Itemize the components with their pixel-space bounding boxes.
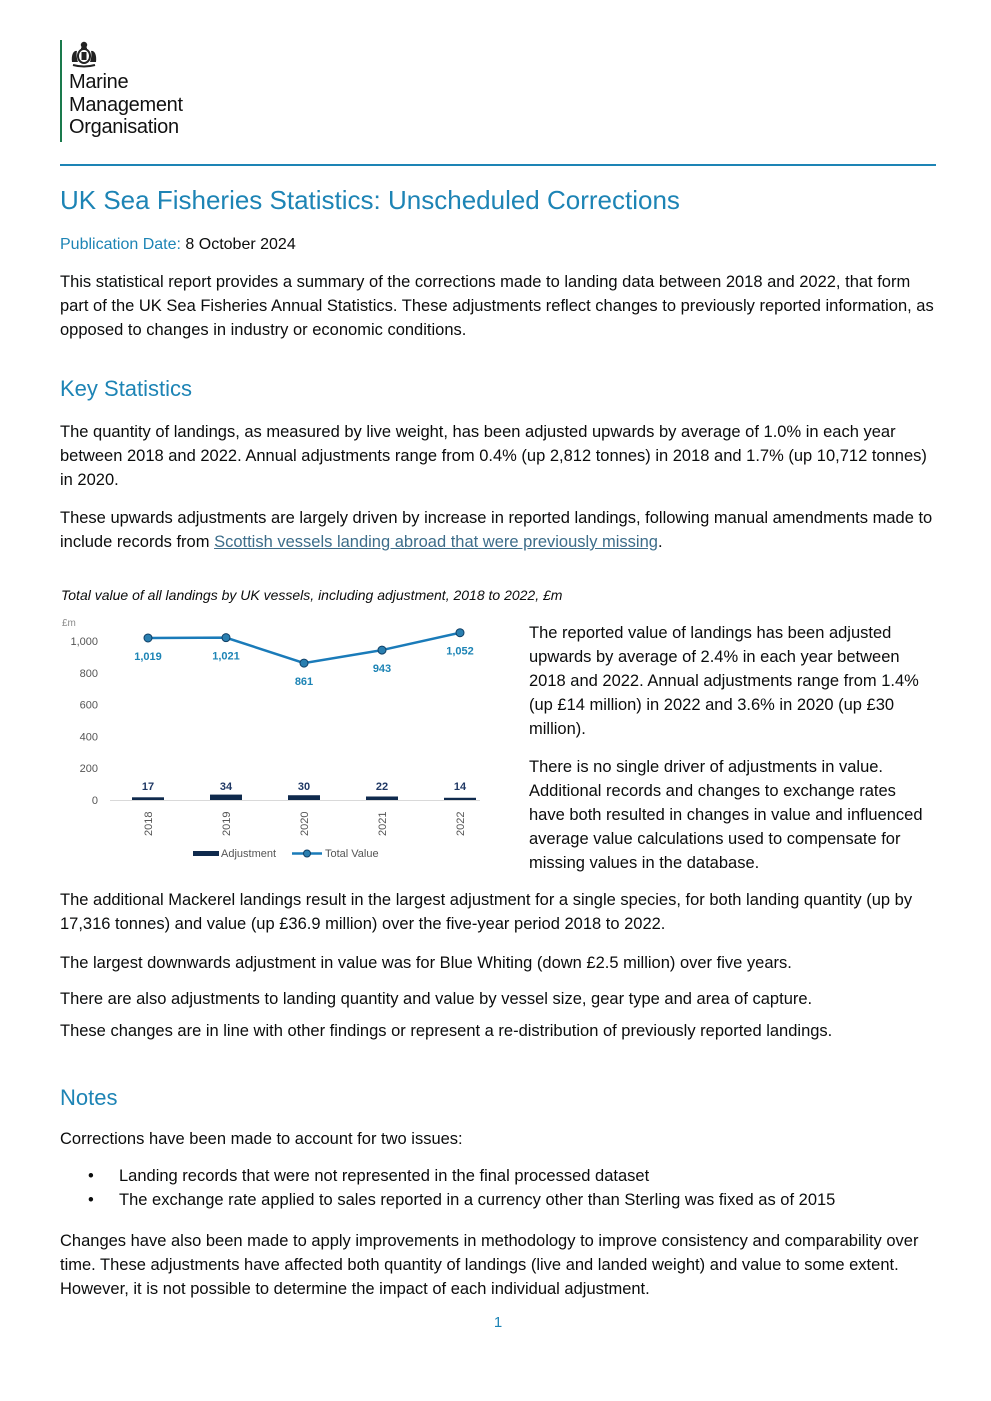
y-tick-label: 600 <box>79 699 98 712</box>
side-paragraph-1: The reported value of landings has been adjusted upwards by average of 2.4% in each year between 2018 and 2022. Annual adjustments range from 1.4% (up £14 million) in 2022 and 3.6% in 2020 (up £30 million). <box>529 624 919 738</box>
bar-data-label: 17 <box>141 781 155 793</box>
key-stats-paragraph-6-wrap <box>60 1019 936 1043</box>
y-tick-label: 1,000 <box>70 636 98 648</box>
x-tick-label: 2020 <box>299 811 311 836</box>
side-paragraph-2: There is no single driver of adjustments in value. Additional records and changes to exchange rates have both resulted in changes in value and influenced average value calculations used to compensate for missing values in the database. <box>529 758 923 872</box>
bar-adjustment-2019 <box>210 795 242 800</box>
list-item <box>60 1164 936 1188</box>
publication-date <box>60 236 296 254</box>
line-data-label: 1,052 <box>446 645 474 658</box>
bar-adjustment-2018 <box>132 797 164 800</box>
bar-adjustment-2020 <box>288 795 320 800</box>
bar-adjustment-2021 <box>366 797 398 800</box>
notes-bullet-list <box>60 1164 936 1212</box>
bar-data-label: 30 <box>297 781 311 793</box>
x-tick-label: 2018 <box>143 811 155 836</box>
org-name-line-3: Organisation <box>69 116 179 138</box>
y-tick-label: 400 <box>79 731 98 744</box>
line-data-label: 861 <box>294 676 314 689</box>
intro-paragraph: This statistical report provides a summary of the corrections made to landing data between 2018 and 2022, that form part of the UK Sea Fisheries Annual Statistics. These adjustments reflect changes to previously reported information, as opposed to changes in industry or economic conditions. <box>60 273 934 339</box>
notes-intro-wrap <box>60 1127 936 1151</box>
bullet-icon: • <box>88 1167 94 1185</box>
page-number: 1 <box>493 1314 503 1331</box>
y-tick-label: 200 <box>79 763 98 776</box>
line-data-label: 1,019 <box>134 650 162 663</box>
royal-crest-icon <box>69 40 99 68</box>
bar-data-label: 34 <box>219 781 233 793</box>
total-value-point-2022 <box>456 629 464 637</box>
y-tick-label: 800 <box>79 667 98 680</box>
total-value-line <box>148 633 460 663</box>
intro-section <box>60 270 936 342</box>
chart-caption: Total value of all landings by UK vessels, including adjustment, 2018 to 2022, £m <box>61 587 563 603</box>
list-item <box>60 1188 936 1212</box>
bullet-text: The exchange rate applied to sales reported in a currency other than Sterling was fixed as of 2015 <box>119 1191 836 1209</box>
line-data-label: 1,021 <box>212 650 240 663</box>
y-tick-label: 0 <box>91 795 98 807</box>
mmo-logo <box>60 40 183 142</box>
x-tick-label: 2019 <box>221 811 233 836</box>
legend-adjustment-swatch <box>193 851 219 856</box>
key-stats-paragraph-6: These changes are in line with other findings or represent a re-distribution of previously reported landings. <box>60 1022 833 1040</box>
legend-adjustment-label: Adjustment <box>221 848 277 860</box>
scottish-vessels-link[interactable]: Scottish vessels landing abroad that were previously missing <box>214 533 658 551</box>
para2-start: These upwards adjustments are largely driven by increase in reported landings, following manual amendments made to include records from <box>60 509 933 551</box>
key-stats-paragraph-5: There are also adjustments to landing quantity and value by vessel size, gear type and area of capture. <box>60 990 813 1008</box>
key-statistics-heading: Key Statistics <box>60 376 193 401</box>
bullet-icon: • <box>88 1191 94 1209</box>
notes-heading: Notes <box>60 1085 118 1110</box>
org-name-line-1: Marine <box>69 71 129 93</box>
bar-data-label: 14 <box>453 781 467 793</box>
chart-side-text <box>529 621 936 875</box>
org-name-line-2: Management <box>69 93 183 116</box>
key-stats-paragraph-1-wrap <box>60 420 936 492</box>
key-stats-paragraph-2 <box>60 506 936 554</box>
legend-total-value-marker <box>304 850 311 857</box>
legend-total-value-label: Total Value <box>325 848 379 860</box>
bar-data-label: 22 <box>375 781 389 793</box>
para2-end: . <box>657 533 663 551</box>
bar-adjustment-2022 <box>444 798 476 800</box>
landings-value-chart <box>60 612 490 868</box>
notes-closing: Changes have also been made to apply improvements in methodology to improve consistency and comparability over time. These adjustments have affected both quantity of landings (live and landed weight) and value to some extent. However, it is not possible to determine the impact of each individual adjustment. <box>60 1232 919 1298</box>
y-unit-label: £m <box>62 618 76 629</box>
notes-intro: Corrections have been made to account for two issues: <box>60 1130 463 1148</box>
total-value-point-2020 <box>300 659 308 667</box>
notes-closing-wrap <box>60 1229 936 1301</box>
x-tick-label: 2021 <box>377 811 389 836</box>
line-data-label: 943 <box>372 663 392 676</box>
publication-date-label: Publication Date: <box>60 236 181 253</box>
key-stats-paragraph-4: The largest downwards adjustment in value was for Blue Whiting (down £2.5 million) over five years. <box>60 954 792 972</box>
publication-date-value: 8 October 2024 <box>185 236 296 253</box>
key-stats-paragraph-3: The additional Mackerel landings result in the largest adjustment for a single species, for both landing quantity (up by 17,316 tonnes) and value (up £36.9 million) over the five-year period 2018 to 2022. <box>60 891 913 933</box>
key-stats-paragraph-3-wrap <box>60 888 936 936</box>
x-tick-label: 2022 <box>455 811 467 836</box>
total-value-point-2019 <box>222 634 230 642</box>
total-value-point-2018 <box>144 634 152 642</box>
total-value-point-2021 <box>378 646 386 654</box>
header-divider <box>60 164 936 166</box>
key-stats-paragraph-1: The quantity of landings, as measured by live weight, has been adjusted upwards by average of 1.0% in each year between 2018 and 2022. Annual adjustments range from 0.4% (up 2,812 tonnes) in 2018 and 1.7% (up 10,712 tonnes) in 2020. <box>60 423 927 489</box>
page-title: UK Sea Fisheries Statistics: Unscheduled Corrections <box>60 185 680 215</box>
key-stats-paragraph-4-wrap <box>60 951 936 975</box>
bullet-text: Landing records that were not represented in the final processed dataset <box>119 1167 650 1185</box>
key-stats-paragraph-5-wrap <box>60 987 936 1011</box>
key-stats-paragraph-2-wrap <box>60 506 936 554</box>
